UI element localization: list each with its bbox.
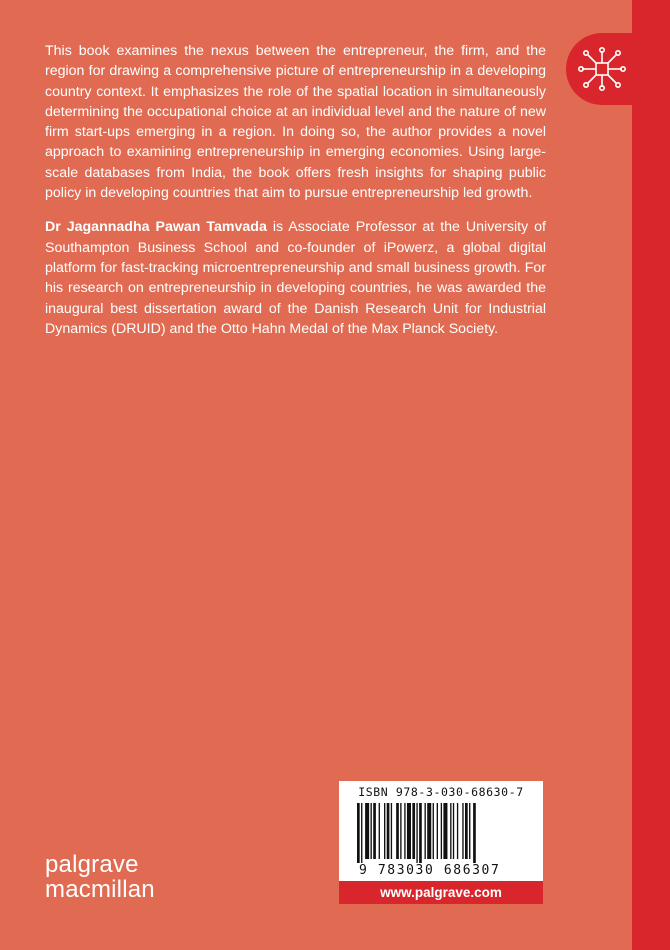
website-link[interactable]: www.palgrave.com — [339, 881, 543, 904]
barcode-digits: 9 783030 686307 — [359, 863, 501, 878]
isbn-label: ISBN 978-3-030-68630-7 — [358, 785, 524, 799]
logo-tab — [566, 33, 670, 105]
palgrave-network-logo-icon — [576, 45, 628, 93]
publisher-name-line2: macmillan — [45, 876, 155, 903]
description-paragraph: This book examines the nexus between the entrepreneur, the firm, and the region for drawing a comprehensive picture of entrepreneurship in a developing country context. It emphasizes the role of the spatial location in simultaneously determining the occupational choice at an individual level and the nature of new firm start-ups emerging in a region. In doing so, the author provides a novel approach to examining entrepreneurship in emerging economies. Using large-scale databases from India, the book offers fresh insights for shaping public policy in developing countries that aim to pursue entrepreneurship led growth. — [45, 43, 546, 202]
barcode-icon — [357, 803, 527, 863]
author-bio-paragraph — [45, 217, 546, 339]
publisher-logo — [45, 852, 205, 902]
author-name: Dr Jagannadha Pawan Tamvada — [45, 219, 267, 236]
author-bio-text: is Associate Professor at the University of Southampton Business School and co-founder of iPowerz, a global digital platform for fast-tracking microentrepreneurship and small business growth. For his research on entrepreneurship in developing countries, he was awarded the inaugural best dissertation award of the Danish Research Unit for Industrial Dynamics (DRUID) and the Otto Hahn Medal of the Max Planck Society. — [45, 219, 546, 337]
publisher-name-line1: palgrave — [45, 851, 139, 878]
spine-strip — [632, 0, 670, 950]
back-cover-text — [45, 41, 546, 353]
isbn-barcode-box — [339, 781, 543, 881]
